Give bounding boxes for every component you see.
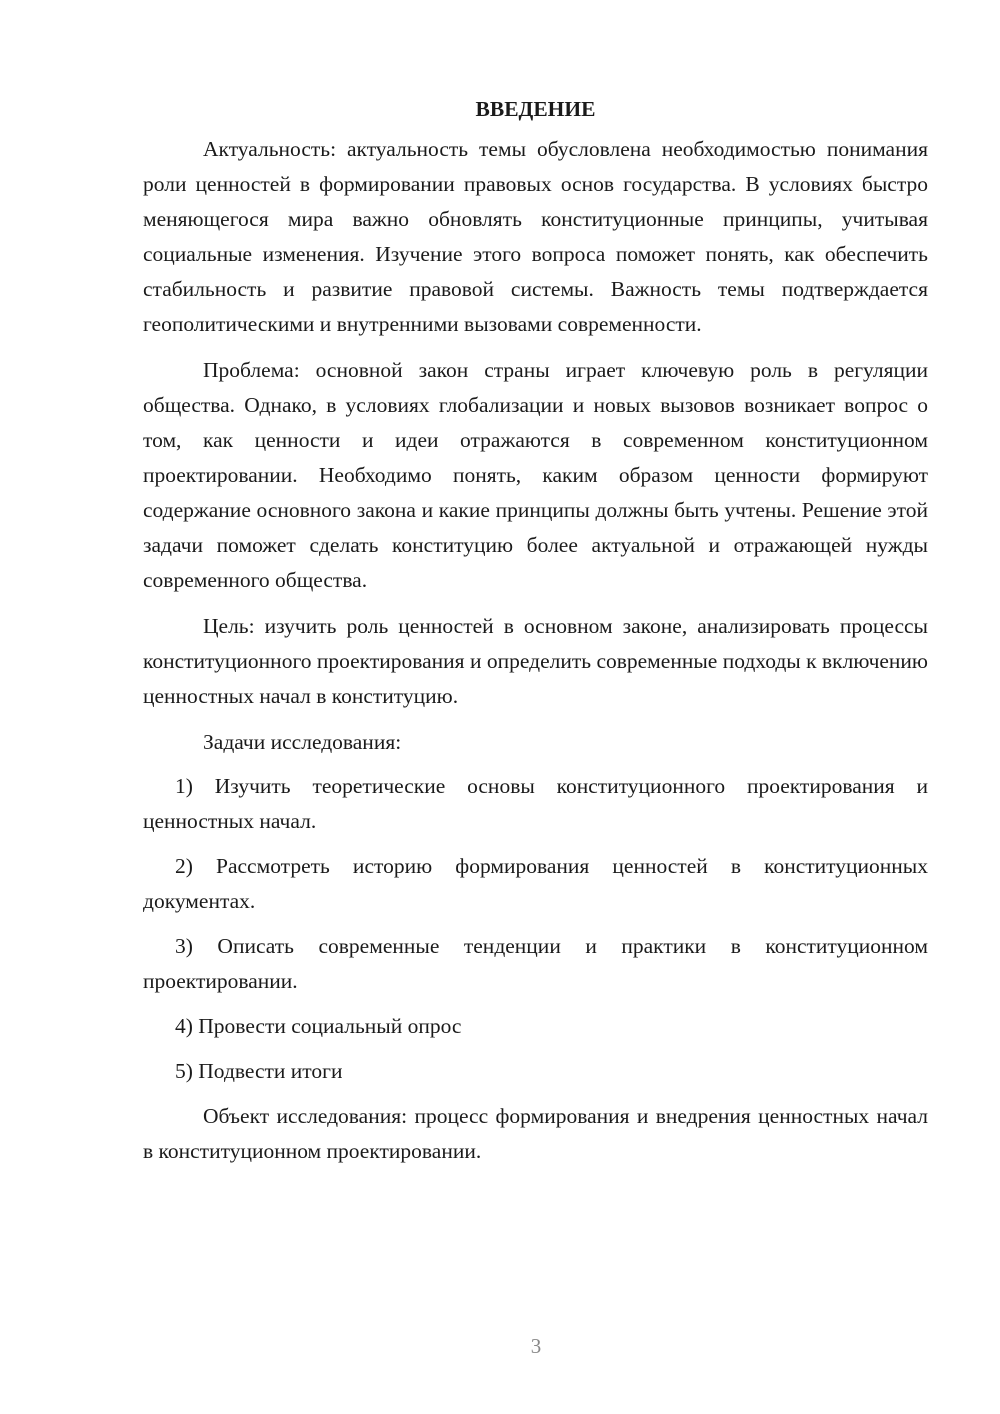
task-item-5: 5) Подвести итоги (175, 1059, 343, 1083)
object-paragraph: Объект исследования: процесс формирования и внедрения ценностных начал в конституционном проектировании. (143, 1104, 928, 1163)
task-item-1: 1) Изучить теоретические основы конституционного проектирования и ценностных начал. (143, 774, 928, 833)
problem-paragraph: Проблема: основной закон страны играет ключевую роль в регуляции общества. Однако, в условиях глобализации и новых вызовов возникает вопрос о том, как ценности и идеи отражаются в современном конституционном проектировании. Необходимо понять, каким образом ценности формируют содержание основного закона и какие принципы должны быть учтены. Решение этой задачи поможет сделать конституцию более актуальной и отражающей нужды современного общества. (143, 358, 928, 592)
goal-paragraph: Цель: изучить роль ценностей в основном законе, анализировать процессы конституционного проектирования и определить современные подходы к включению ценностных начал в конституцию. (143, 614, 928, 708)
document-page (143, 92, 928, 1180)
tasks-heading: Задачи исследования: (203, 730, 402, 754)
page-number: 3 (530, 1334, 542, 1358)
task-item-2: 2) Рассмотреть историю формирования ценностей в конституционных документах. (143, 854, 928, 913)
task-item-4: 4) Провести социальный опрос (175, 1014, 462, 1038)
task-item-3: 3) Описать современные тенденции и практики в конституционном проектировании. (143, 934, 928, 993)
page-title: ВВЕДЕНИЕ (475, 97, 596, 121)
relevance-paragraph: Актуальность: актуальность темы обусловлена необходимостью понимания роли ценностей в формировании правовых основ государства. В условиях быстро меняющегося мира важно обновлять конституционные принципы, учитывая социальные изменения. Изучение этого вопроса поможет понять, как обеспечить стабильность и развитие правовой системы. Важность темы подтверждается геополитическими и внутренними вызовами современности. (143, 137, 928, 336)
